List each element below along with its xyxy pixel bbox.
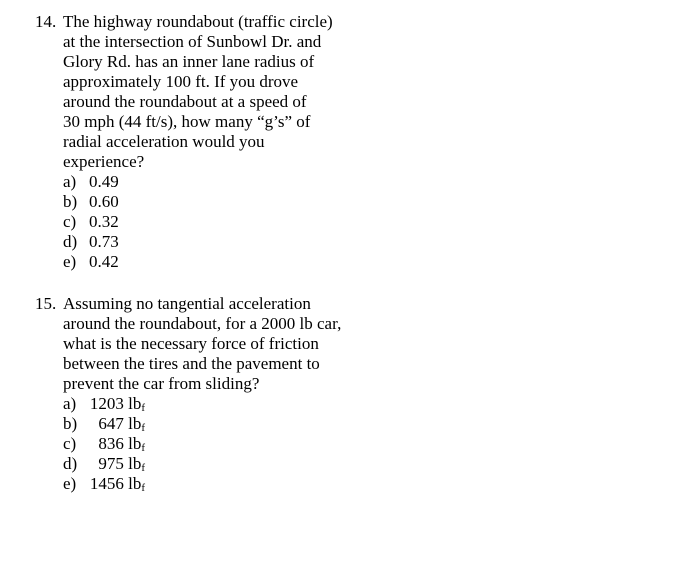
option-value: 0.32	[89, 212, 119, 231]
option-letter: e)	[63, 474, 77, 493]
answer-option-d	[35, 454, 365, 474]
question-text-line: approximately 100 ft. If you drove	[63, 72, 299, 91]
option-value: 836 lbf	[98, 434, 145, 454]
question-number: 15.	[35, 294, 57, 313]
question-text-line: 14. The highway roundabout (traffic circle)	[35, 12, 333, 31]
answer-option-a	[35, 394, 365, 414]
unit-subscript: f	[141, 442, 145, 454]
question-text-line: 15. Assuming no tangential acceleration	[35, 294, 311, 313]
option-value: 0.49	[89, 172, 119, 191]
option-letter: e)	[63, 252, 77, 271]
option-value: 975 lbf	[98, 454, 145, 474]
question-number: 14.	[35, 12, 57, 31]
unit-subscript: f	[141, 422, 145, 434]
question-text-line: between the tires and the pavement to	[63, 354, 320, 373]
question-text-line: at the intersection of Sunbowl Dr. and	[63, 32, 322, 51]
answer-option-c	[35, 434, 365, 454]
option-value: 1203 lbf	[89, 394, 145, 414]
answer-option-d	[35, 232, 365, 252]
unit-subscript: f	[141, 462, 145, 474]
question-text-line: experience?	[63, 152, 145, 171]
option-letter: d)	[63, 454, 78, 473]
option-letter: b)	[63, 192, 78, 211]
answer-option-b	[35, 414, 365, 434]
option-value: 0.60	[89, 192, 119, 211]
option-value: 0.42	[89, 252, 119, 271]
question-text-line: Glory Rd. has an inner lane radius of	[63, 52, 315, 71]
option-letter: a)	[63, 172, 77, 191]
option-value: 647 lbf	[98, 414, 145, 434]
unit-subscript: f	[141, 402, 145, 414]
option-letter: c)	[63, 434, 77, 453]
answer-option-e	[35, 474, 365, 494]
answer-option-a	[35, 172, 365, 192]
question-text-line: around the roundabout, for a 2000 lb car,	[63, 314, 342, 333]
unit-subscript: f	[141, 482, 145, 494]
option-value: 1456 lbf	[89, 474, 145, 494]
option-letter: c)	[63, 212, 77, 231]
answer-option-b	[35, 192, 365, 212]
question-15	[35, 294, 365, 494]
question-text-line: prevent the car from sliding?	[63, 374, 260, 393]
option-letter: a)	[63, 394, 77, 413]
question-text-line: what is the necessary force of friction	[63, 334, 319, 353]
question-text-line: 30 mph (44 ft/s), how many “g’s” of	[63, 112, 311, 131]
answer-option-e	[35, 252, 365, 272]
question-text-line: radial acceleration would you	[63, 132, 265, 151]
question-text-line: around the roundabout at a speed of	[63, 92, 307, 111]
question-14	[35, 12, 365, 272]
option-letter: d)	[63, 232, 78, 251]
option-value: 0.73	[89, 232, 119, 251]
answer-option-c	[35, 212, 365, 232]
option-letter: b)	[63, 414, 78, 433]
